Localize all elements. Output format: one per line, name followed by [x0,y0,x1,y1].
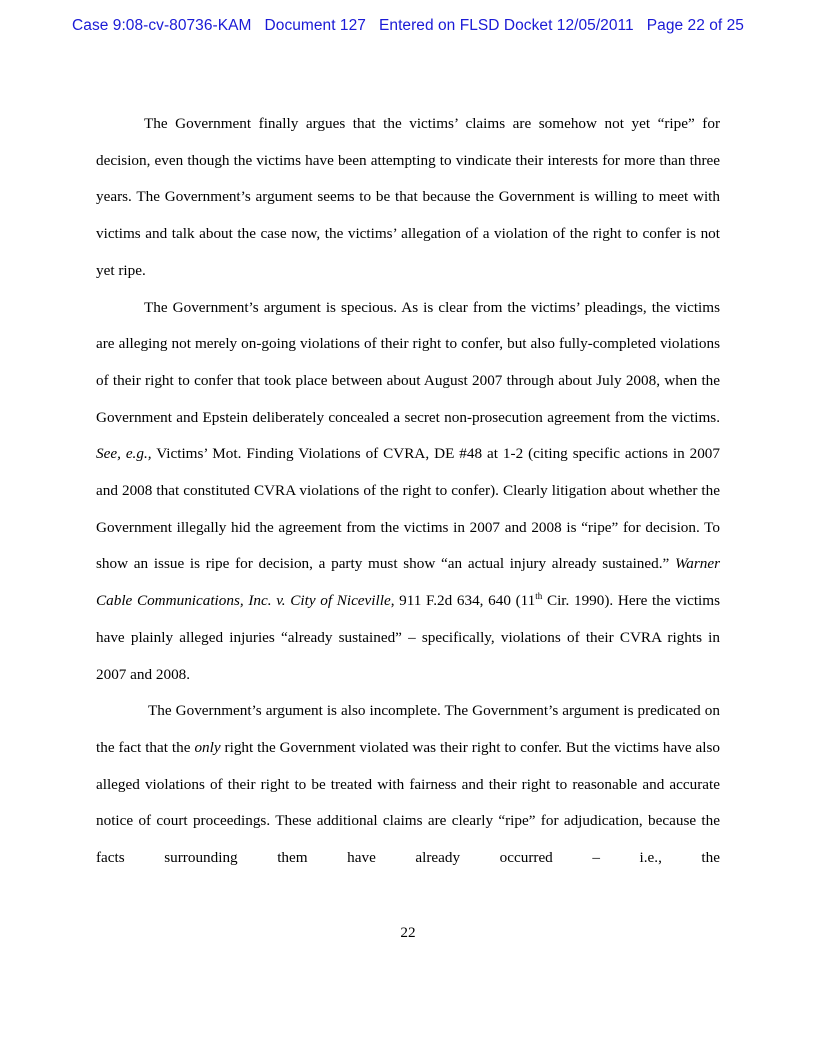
paragraph-ripeness-argument: The Government finally argues that the victims’ claims are somehow not yet “ripe” for decision, even though the victims have been attempting to vindicate their interests for more than three years. The Government’s argument seems to be that because the Government is willing to meet with victims and talk about the case now, the victims’ allegation of a violation of the right to confer is not yet ripe. [96,115,720,279]
paragraph-text: right the Government violated was their right to confer. But the victims have also alleged violations of their right to be treated with fairness and their right to reasonable and accurate notice of court proceedings. These additional claims are clearly “ripe” for adjudication, because the facts surrounding them have already occurred – i.e., the [96,738,720,867]
emphasis-only: only [194,738,221,756]
page-number: 22 [400,924,416,941]
case-citation: , 911 F.2d 634, 640 (11 [390,592,536,610]
citation-signal: See, e.g., [96,445,152,463]
paragraph-text: Victims’ Mot. Finding Violations of CVRA, DE #48 at 1-2 (citing specific actions in 2007 and 2008 that constituted CVRA violations of the right to confer). Clearly litigation about whether the Government illegally hid the agreement from the victims in 2007 and 2008 is “ripe” for decision. To show an issue is ripe for decision, a party must show “an actual injury already sustained.” [96,445,720,573]
paragraph-text: The Government’s argument is specious. As is clear from the victims’ pleadings, the victims are alleging not merely on-going violations of their right to confer, but also fully-completed violations of their right to confer that took place between about August 2007 through about July 2008, when the Government and Epstein deliberately concealed a secret non-prosecution agreement from the victims. [96,298,720,426]
paragraph-text: Cir. 1990). Here the victims have plainly alleged injuries “already sustained” – specifically, violations of their CVRA rights in 2007 and 2008. [96,592,720,683]
paragraph-text: The Government’s argument is also incomplete. The Government’s argument is predicated on the fact that the [96,702,720,756]
ordinal-superscript: th [535,591,543,602]
docket-header-stamp: Case 9:08-cv-80736-KAM Document 127 Entered on FLSD Docket 12/05/2011 Page 22 of 25 [72,17,744,34]
paragraph-incomplete-argument [96,693,720,877]
case-name: Warner Cable Communications, Inc. v. City of Niceville [96,555,720,610]
document-body [96,106,720,877]
paragraph-specious-argument [96,290,720,694]
